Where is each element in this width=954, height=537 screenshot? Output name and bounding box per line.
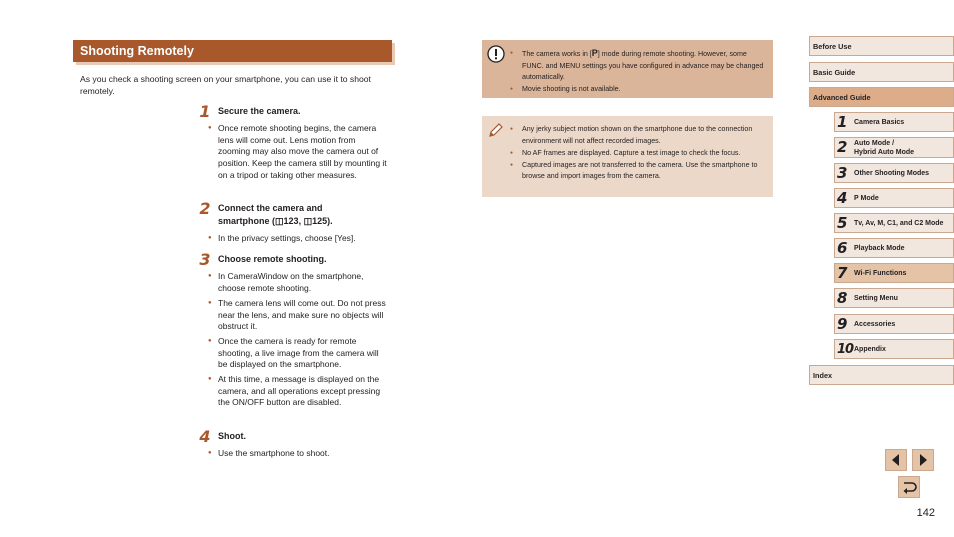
- caution-list: [510, 48, 766, 96]
- caution-box: [482, 40, 773, 98]
- step-2-title-line1: Connect the camera and: [218, 203, 323, 213]
- arrow-right-icon: [913, 450, 933, 470]
- nav-chapter-9[interactable]: 9 Accessories: [834, 314, 954, 334]
- tip-list: [510, 124, 766, 183]
- step-3-bullet-4: ● At this time, a message is displayed on the camera, and all operations except pressing the ON/OFF button are disabled.: [208, 374, 388, 409]
- step-1-bullet: ● Once remote shooting begins, the camera lens will come out. Lens motion from zooming may also move the camera out of position. Keep the camera still by mounting it on a tripod or taking other measures.: [208, 123, 388, 182]
- nav-chapter-6[interactable]: 6 Playback Mode: [834, 238, 954, 258]
- tip-item-1: ● Any jerky subject motion shown on the smartphone due to the connection environment will not affect recorded images.: [510, 124, 766, 147]
- nav-chapter-4[interactable]: 4 P Mode: [834, 188, 954, 208]
- return-button[interactable]: [898, 476, 920, 498]
- page-number: 142: [916, 507, 935, 519]
- step-2-title-line2: smartphone (: [218, 216, 276, 226]
- step-4-number: 4: [199, 427, 211, 446]
- step-3-bullet-1: ● In CameraWindow on the smartphone, choose remote shooting.: [208, 271, 388, 294]
- caution-item-1: ● The camera works in [P] mode during remote shooting. However, some FUNC. and MENU settings you have configured in advance may be changed automatically.: [510, 48, 766, 84]
- nav-chapter-8[interactable]: 8 Setting Menu: [834, 288, 954, 308]
- step-3-bullet-3: ● Once the camera is ready for remote shooting, a live image from the camera will be displayed on the smartphone.: [208, 336, 388, 371]
- nav-before-use[interactable]: Before Use: [809, 36, 954, 56]
- step-1-number: 1: [199, 102, 211, 121]
- arrow-left-icon: [886, 450, 906, 470]
- section-title: Shooting Remotely: [73, 40, 392, 62]
- tip-box: [482, 116, 773, 197]
- step-2-title: Connect the camera and smartphone (◫123, ◫125).: [218, 203, 333, 226]
- nav-basic-guide[interactable]: Basic Guide: [809, 62, 954, 82]
- step-3-title: Choose remote shooting.: [218, 254, 327, 264]
- nav-index[interactable]: Index: [809, 365, 954, 385]
- p-mode-icon: P: [591, 48, 598, 58]
- step-2-number: 2: [199, 199, 211, 218]
- nav-chapter-10[interactable]: 10 Appendix: [834, 339, 954, 359]
- nav-chapter-7[interactable]: 7 Wi-Fi Functions: [834, 263, 954, 283]
- nav-advanced-guide[interactable]: Advanced Guide: [809, 87, 954, 107]
- step-2-title-end: ).: [327, 216, 333, 226]
- step-2-ref-1[interactable]: 123: [283, 216, 299, 226]
- intro-text: As you check a shooting screen on your smartphone, you can use it to shoot remotely.: [80, 74, 371, 96]
- pencil-icon: [487, 121, 505, 139]
- step-3-number: 3: [199, 250, 211, 269]
- step-4-bullet: ● Use the smartphone to shoot.: [208, 448, 388, 460]
- nav-chapter-2[interactable]: 2 Auto Mode / Hybrid Auto Mode: [834, 137, 954, 158]
- book-icon: ◫: [303, 216, 313, 226]
- return-icon: [899, 477, 919, 497]
- nav-chapter-3[interactable]: 3 Other Shooting Modes: [834, 163, 954, 183]
- nav-chapter-5[interactable]: 5 Tv, Av, M, C1, and C2 Mode: [834, 213, 954, 233]
- step-2-bullet: ● In the privacy settings, choose [Yes].: [208, 233, 388, 245]
- book-icon: ◫: [275, 216, 284, 226]
- tip-item-3: ● Captured images are not transferred to the camera. Use the smartphone to browse and import images from the camera.: [510, 160, 766, 183]
- step-3-bullet-2: ● The camera lens will come out. Do not press near the lens, and make sure no objects will obstruct it.: [208, 298, 388, 333]
- step-4-title: Shoot.: [218, 431, 246, 441]
- next-page-button[interactable]: [912, 449, 934, 471]
- caution-icon: [487, 45, 505, 63]
- step-2-ref-2[interactable]: 125: [312, 216, 328, 226]
- caution-item-2: ● Movie shooting is not available.: [510, 84, 766, 96]
- nav-chapter-1[interactable]: 1 Camera Basics: [834, 112, 954, 132]
- prev-page-button[interactable]: [885, 449, 907, 471]
- step-1-title: Secure the camera.: [218, 106, 301, 116]
- tip-item-2: ● No AF frames are displayed. Capture a test image to check the focus.: [510, 148, 766, 160]
